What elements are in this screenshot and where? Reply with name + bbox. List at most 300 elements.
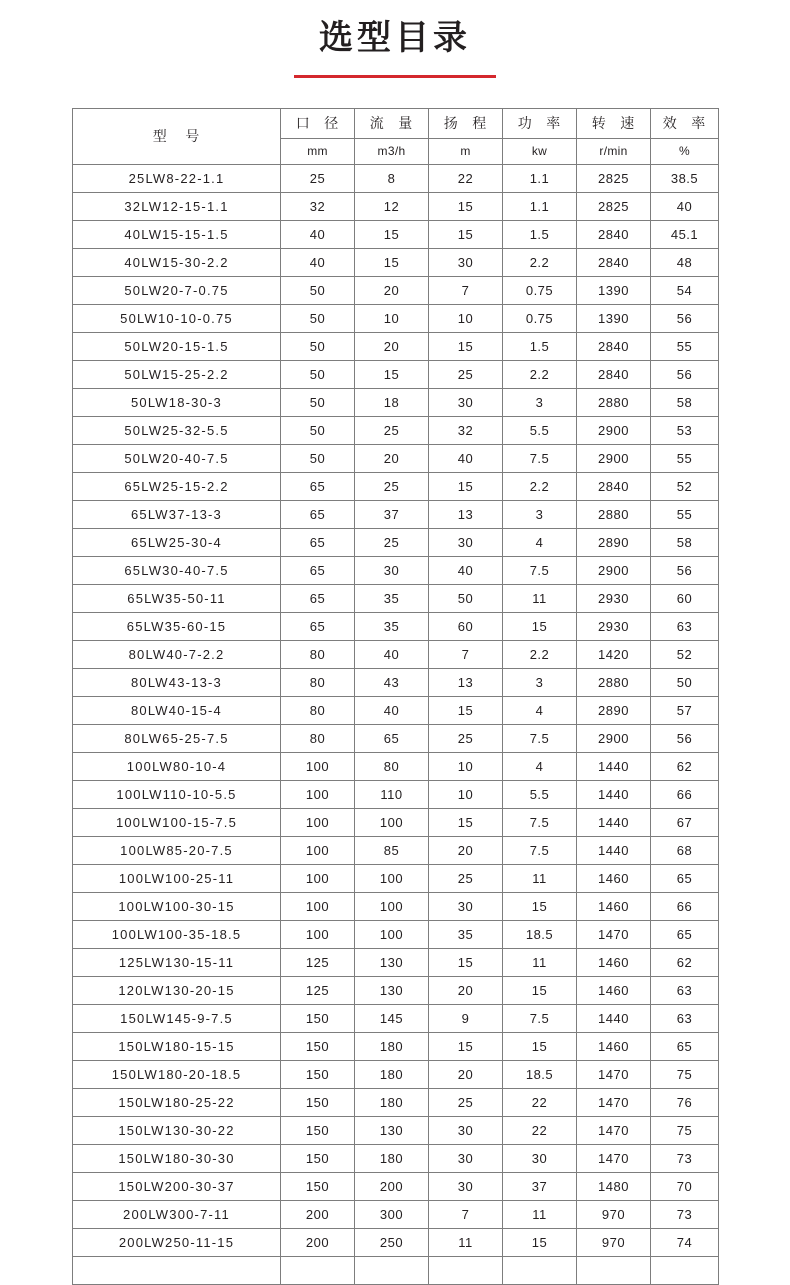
cell-speed: 2840	[577, 220, 651, 248]
cell-efficiency: 38.5	[651, 164, 719, 192]
cell-head: 7	[429, 1200, 503, 1228]
cell-head: 25	[429, 360, 503, 388]
cell-model: 100LW100-25-11	[73, 864, 281, 892]
table-row	[73, 220, 719, 248]
cell-speed: 2840	[577, 332, 651, 360]
table-row	[73, 1172, 719, 1200]
cell-flow: 20	[355, 444, 429, 472]
table-row	[73, 164, 719, 192]
cell-model: 50LW18-30-3	[73, 388, 281, 416]
table-row	[73, 920, 719, 948]
cell-bore: 25	[281, 164, 355, 192]
cell-head: 7	[429, 640, 503, 668]
cell-efficiency: 66	[651, 892, 719, 920]
cell-bore: 65	[281, 556, 355, 584]
cell-flow: 30	[355, 556, 429, 584]
cell-efficiency: 56	[651, 304, 719, 332]
table-row	[73, 1004, 719, 1032]
cell-head: 30	[429, 1172, 503, 1200]
cell-efficiency: 58	[651, 388, 719, 416]
cell-model: 200LW250-11-15	[73, 1228, 281, 1256]
cell-power: 22	[503, 1116, 577, 1144]
cell-bore: 200	[281, 1200, 355, 1228]
cell-efficiency: 65	[651, 864, 719, 892]
cell-power: 4	[503, 752, 577, 780]
cell-head: 40	[429, 444, 503, 472]
cell-efficiency: 60	[651, 584, 719, 612]
cell-head: 30	[429, 388, 503, 416]
cell-head: 30	[429, 1116, 503, 1144]
page-title-block	[0, 8, 790, 78]
cell-flow: 80	[355, 752, 429, 780]
cell-head: 15	[429, 192, 503, 220]
cell-model: 200LW300-7-11	[73, 1200, 281, 1228]
cell-model: 50LW10-10-0.75	[73, 304, 281, 332]
cell-bore: 40	[281, 248, 355, 276]
cell-speed: 1440	[577, 808, 651, 836]
cell-efficiency: 45.1	[651, 220, 719, 248]
cell-head: 10	[429, 780, 503, 808]
cell-bore: 150	[281, 1088, 355, 1116]
cell-bore: 150	[281, 1144, 355, 1172]
cell-efficiency: 55	[651, 332, 719, 360]
cell-bore: 100	[281, 864, 355, 892]
cell-speed: 2880	[577, 668, 651, 696]
cell-model: 150LW130-30-22	[73, 1116, 281, 1144]
cell-head: 25	[429, 1088, 503, 1116]
cell-head: 40	[429, 556, 503, 584]
cell-head: 15	[429, 948, 503, 976]
cell-bore: 80	[281, 668, 355, 696]
cell-efficiency: 76	[651, 1088, 719, 1116]
page-title: 选型目录	[319, 18, 471, 58]
table-row	[73, 1116, 719, 1144]
table-row	[73, 668, 719, 696]
cell-efficiency: 66	[651, 780, 719, 808]
cell-head: 9	[429, 1004, 503, 1032]
cell-efficiency: 57	[651, 696, 719, 724]
cell-speed: 1460	[577, 948, 651, 976]
cell-speed: 2900	[577, 416, 651, 444]
cell-model	[73, 1256, 281, 1284]
cell-model: 120LW130-20-15	[73, 976, 281, 1004]
cell-flow: 100	[355, 920, 429, 948]
table-row	[73, 192, 719, 220]
cell-flow: 85	[355, 836, 429, 864]
cell-flow: 300	[355, 1200, 429, 1228]
cell-model: 50LW20-15-1.5	[73, 332, 281, 360]
cell-flow	[355, 1256, 429, 1284]
cell-speed: 2840	[577, 472, 651, 500]
cell-bore: 80	[281, 724, 355, 752]
cell-efficiency: 54	[651, 276, 719, 304]
cell-speed: 2890	[577, 528, 651, 556]
table-row	[73, 1228, 719, 1256]
cell-head: 10	[429, 304, 503, 332]
cell-efficiency: 74	[651, 1228, 719, 1256]
table-row	[73, 1032, 719, 1060]
table-row	[73, 1088, 719, 1116]
cell-power: 7.5	[503, 556, 577, 584]
cell-power: 1.1	[503, 164, 577, 192]
cell-power: 2.2	[503, 248, 577, 276]
cell-head: 35	[429, 920, 503, 948]
table-row	[73, 640, 719, 668]
cell-head: 20	[429, 836, 503, 864]
cell-model: 32LW12-15-1.1	[73, 192, 281, 220]
cell-efficiency: 56	[651, 556, 719, 584]
cell-efficiency: 63	[651, 1004, 719, 1032]
cell-bore: 50	[281, 276, 355, 304]
header-row	[73, 108, 719, 138]
table-header	[73, 108, 719, 164]
cell-flow: 20	[355, 332, 429, 360]
cell-flow: 130	[355, 1116, 429, 1144]
cell-speed: 2825	[577, 192, 651, 220]
cell-power: 3	[503, 668, 577, 696]
table-row	[73, 500, 719, 528]
cell-model: 150LW180-20-18.5	[73, 1060, 281, 1088]
cell-flow: 180	[355, 1032, 429, 1060]
cell-flow: 37	[355, 500, 429, 528]
cell-head: 25	[429, 724, 503, 752]
table-row	[73, 864, 719, 892]
cell-model: 25LW8-22-1.1	[73, 164, 281, 192]
cell-speed: 1470	[577, 1060, 651, 1088]
table-row	[73, 416, 719, 444]
cell-efficiency: 63	[651, 976, 719, 1004]
cell-power: 11	[503, 1200, 577, 1228]
cell-efficiency: 65	[651, 920, 719, 948]
cell-head: 60	[429, 612, 503, 640]
cell-head: 15	[429, 1032, 503, 1060]
cell-bore: 150	[281, 1004, 355, 1032]
cell-head: 30	[429, 248, 503, 276]
cell-head: 32	[429, 416, 503, 444]
cell-model: 100LW100-35-18.5	[73, 920, 281, 948]
cell-flow: 145	[355, 1004, 429, 1032]
unit-power: kw	[503, 138, 577, 164]
cell-bore: 32	[281, 192, 355, 220]
cell-power: 7.5	[503, 444, 577, 472]
cell-power: 11	[503, 864, 577, 892]
cell-bore: 150	[281, 1060, 355, 1088]
cell-head: 30	[429, 892, 503, 920]
cell-speed: 2930	[577, 584, 651, 612]
table-row	[73, 1200, 719, 1228]
cell-speed: 1440	[577, 752, 651, 780]
cell-bore: 50	[281, 444, 355, 472]
cell-head: 50	[429, 584, 503, 612]
cell-bore: 80	[281, 696, 355, 724]
cell-bore: 80	[281, 640, 355, 668]
cell-efficiency	[651, 1256, 719, 1284]
cell-bore	[281, 1256, 355, 1284]
cell-model: 100LW100-15-7.5	[73, 808, 281, 836]
cell-efficiency: 68	[651, 836, 719, 864]
table-row	[73, 948, 719, 976]
unit-speed: r/min	[577, 138, 651, 164]
cell-model: 40LW15-30-2.2	[73, 248, 281, 276]
table-row	[73, 724, 719, 752]
cell-model: 40LW15-15-1.5	[73, 220, 281, 248]
cell-bore: 150	[281, 1116, 355, 1144]
table-row	[73, 584, 719, 612]
cell-speed: 2930	[577, 612, 651, 640]
cell-speed: 2900	[577, 724, 651, 752]
table-row	[73, 444, 719, 472]
cell-model: 150LW180-25-22	[73, 1088, 281, 1116]
cell-model: 100LW110-10-5.5	[73, 780, 281, 808]
cell-speed: 1440	[577, 1004, 651, 1032]
cell-speed: 1460	[577, 892, 651, 920]
cell-speed: 1460	[577, 1032, 651, 1060]
cell-power: 15	[503, 1228, 577, 1256]
cell-head	[429, 1256, 503, 1284]
cell-flow: 40	[355, 640, 429, 668]
cell-model: 150LW200-30-37	[73, 1172, 281, 1200]
cell-bore: 150	[281, 1032, 355, 1060]
cell-flow: 12	[355, 192, 429, 220]
cell-bore: 50	[281, 332, 355, 360]
unit-efficiency: %	[651, 138, 719, 164]
cell-flow: 100	[355, 808, 429, 836]
cell-head: 13	[429, 668, 503, 696]
cell-head: 10	[429, 752, 503, 780]
cell-power: 4	[503, 696, 577, 724]
cell-efficiency: 65	[651, 1032, 719, 1060]
column-header-flow: 流 量	[355, 108, 429, 138]
column-header-speed: 转 速	[577, 108, 651, 138]
cell-model: 100LW100-30-15	[73, 892, 281, 920]
cell-flow: 35	[355, 612, 429, 640]
cell-efficiency: 53	[651, 416, 719, 444]
cell-power: 37	[503, 1172, 577, 1200]
cell-flow: 20	[355, 276, 429, 304]
cell-head: 30	[429, 528, 503, 556]
table-row	[73, 556, 719, 584]
cell-speed: 970	[577, 1228, 651, 1256]
cell-power: 1.5	[503, 332, 577, 360]
cell-speed: 2880	[577, 500, 651, 528]
table-row	[73, 752, 719, 780]
cell-bore: 65	[281, 612, 355, 640]
cell-power: 2.2	[503, 472, 577, 500]
cell-bore: 65	[281, 500, 355, 528]
cell-efficiency: 40	[651, 192, 719, 220]
cell-model: 50LW20-7-0.75	[73, 276, 281, 304]
cell-model: 150LW180-30-30	[73, 1144, 281, 1172]
cell-bore: 50	[281, 304, 355, 332]
cell-efficiency: 62	[651, 948, 719, 976]
cell-power: 0.75	[503, 276, 577, 304]
table-row	[73, 332, 719, 360]
cell-bore: 150	[281, 1172, 355, 1200]
spec-table-wrapper	[72, 108, 718, 1250]
cell-power: 3	[503, 388, 577, 416]
table-row	[73, 276, 719, 304]
cell-model: 65LW30-40-7.5	[73, 556, 281, 584]
cell-flow: 35	[355, 584, 429, 612]
cell-speed: 2840	[577, 360, 651, 388]
table-row	[73, 836, 719, 864]
cell-flow: 130	[355, 976, 429, 1004]
cell-power: 1.1	[503, 192, 577, 220]
cell-speed: 1470	[577, 920, 651, 948]
cell-power: 2.2	[503, 360, 577, 388]
unit-flow: m3/h	[355, 138, 429, 164]
cell-power: 4	[503, 528, 577, 556]
cell-efficiency: 63	[651, 612, 719, 640]
cell-speed: 2840	[577, 248, 651, 276]
table-row	[73, 248, 719, 276]
cell-power: 7.5	[503, 836, 577, 864]
cell-model: 50LW15-25-2.2	[73, 360, 281, 388]
cell-speed: 1480	[577, 1172, 651, 1200]
cell-bore: 100	[281, 920, 355, 948]
table-row	[73, 612, 719, 640]
cell-head: 22	[429, 164, 503, 192]
cell-efficiency: 48	[651, 248, 719, 276]
cell-bore: 50	[281, 388, 355, 416]
cell-flow: 130	[355, 948, 429, 976]
cell-bore: 100	[281, 836, 355, 864]
cell-flow: 25	[355, 416, 429, 444]
cell-power: 7.5	[503, 1004, 577, 1032]
spec-table	[72, 108, 719, 1285]
cell-power: 11	[503, 948, 577, 976]
table-row	[73, 304, 719, 332]
cell-flow: 15	[355, 360, 429, 388]
cell-speed: 1440	[577, 836, 651, 864]
cell-power: 1.5	[503, 220, 577, 248]
cell-speed: 1420	[577, 640, 651, 668]
cell-efficiency: 75	[651, 1116, 719, 1144]
cell-speed: 2900	[577, 444, 651, 472]
table-row	[73, 1060, 719, 1088]
cell-flow: 65	[355, 724, 429, 752]
table-row	[73, 1144, 719, 1172]
cell-power: 3	[503, 500, 577, 528]
table-row	[73, 528, 719, 556]
cell-efficiency: 73	[651, 1200, 719, 1228]
cell-model: 100LW80-10-4	[73, 752, 281, 780]
cell-bore: 65	[281, 472, 355, 500]
cell-model: 125LW130-15-11	[73, 948, 281, 976]
cell-flow: 180	[355, 1088, 429, 1116]
cell-head: 20	[429, 1060, 503, 1088]
cell-efficiency: 67	[651, 808, 719, 836]
cell-flow: 15	[355, 248, 429, 276]
cell-model: 80LW43-13-3	[73, 668, 281, 696]
table-row	[73, 780, 719, 808]
column-header-model: 型 号	[73, 108, 281, 164]
table-row	[73, 472, 719, 500]
cell-power: 2.2	[503, 640, 577, 668]
cell-model: 65LW25-15-2.2	[73, 472, 281, 500]
cell-speed: 1460	[577, 864, 651, 892]
cell-model: 65LW35-50-11	[73, 584, 281, 612]
cell-power: 7.5	[503, 808, 577, 836]
cell-power: 15	[503, 892, 577, 920]
cell-head: 7	[429, 276, 503, 304]
cell-bore: 50	[281, 360, 355, 388]
cell-model: 100LW85-20-7.5	[73, 836, 281, 864]
cell-head: 15	[429, 808, 503, 836]
column-header-head: 扬 程	[429, 108, 503, 138]
cell-efficiency: 52	[651, 472, 719, 500]
cell-efficiency: 56	[651, 360, 719, 388]
cell-bore: 50	[281, 416, 355, 444]
column-header-efficiency: 效 率	[651, 108, 719, 138]
cell-flow: 250	[355, 1228, 429, 1256]
column-header-bore: 口 径	[281, 108, 355, 138]
cell-efficiency: 75	[651, 1060, 719, 1088]
table-row	[73, 808, 719, 836]
cell-speed: 970	[577, 1200, 651, 1228]
cell-efficiency: 56	[651, 724, 719, 752]
unit-head: m	[429, 138, 503, 164]
cell-flow: 15	[355, 220, 429, 248]
cell-head: 11	[429, 1228, 503, 1256]
cell-head: 20	[429, 976, 503, 1004]
cell-speed	[577, 1256, 651, 1284]
cell-head: 15	[429, 220, 503, 248]
cell-speed: 2890	[577, 696, 651, 724]
unit-bore: mm	[281, 138, 355, 164]
cell-efficiency: 55	[651, 444, 719, 472]
cell-head: 30	[429, 1144, 503, 1172]
table-row	[73, 892, 719, 920]
cell-efficiency: 70	[651, 1172, 719, 1200]
cell-bore: 100	[281, 780, 355, 808]
cell-power: 11	[503, 584, 577, 612]
cell-flow: 100	[355, 892, 429, 920]
cell-speed: 1390	[577, 304, 651, 332]
cell-flow: 100	[355, 864, 429, 892]
cell-model: 65LW25-30-4	[73, 528, 281, 556]
cell-bore: 100	[281, 752, 355, 780]
cell-speed: 1440	[577, 780, 651, 808]
cell-model: 150LW180-15-15	[73, 1032, 281, 1060]
cell-power: 15	[503, 1032, 577, 1060]
cell-head: 15	[429, 332, 503, 360]
cell-model: 80LW65-25-7.5	[73, 724, 281, 752]
cell-power: 18.5	[503, 1060, 577, 1088]
cell-flow: 200	[355, 1172, 429, 1200]
table-body	[73, 164, 719, 1284]
cell-bore: 100	[281, 808, 355, 836]
cell-power: 0.75	[503, 304, 577, 332]
cell-bore: 100	[281, 892, 355, 920]
title-underline	[294, 75, 496, 78]
cell-power: 22	[503, 1088, 577, 1116]
cell-efficiency: 50	[651, 668, 719, 696]
cell-speed: 1390	[577, 276, 651, 304]
cell-head: 15	[429, 696, 503, 724]
cell-model: 80LW40-15-4	[73, 696, 281, 724]
cell-model: 50LW25-32-5.5	[73, 416, 281, 444]
column-header-power: 功 率	[503, 108, 577, 138]
cell-head: 25	[429, 864, 503, 892]
cell-speed: 2880	[577, 388, 651, 416]
cell-model: 150LW145-9-7.5	[73, 1004, 281, 1032]
table-row	[73, 388, 719, 416]
cell-model: 65LW37-13-3	[73, 500, 281, 528]
table-row	[73, 1256, 719, 1284]
cell-power: 7.5	[503, 724, 577, 752]
cell-flow: 18	[355, 388, 429, 416]
